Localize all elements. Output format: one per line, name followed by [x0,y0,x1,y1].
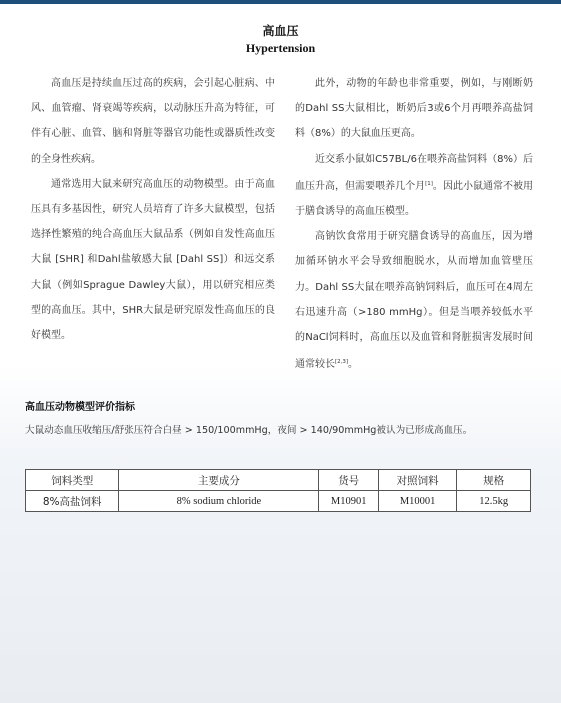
paragraph: 此外，动物的年龄也非常重要，例如，与刚断奶的Dahl SS大鼠相比，断奶后3或6个月再喂养高盐饲料（8%）的大鼠血压更高。 [295,78,533,140]
page-title: 高血压 [262,24,299,38]
page-subtitle-english: Hypertension [245,41,316,55]
section-description: 大鼠动态血压收缩压/舒张压符合白昼 > 150/100mmHg，夜间 > 140/90mmHg被认为已形成高血压。 [25,425,473,436]
paragraph [295,147,533,225]
paragraph: 高血压是持续血压过高的疾病，会引起心脏病、中风、血管瘤、肾衰竭等疾病，以动脉压升高为特征，可伴有心脏、血管、脑和肾脏等器官功能性或器质性改变的全身性疾病。 [31,78,275,165]
cell-package-size: 12.5kg [457,491,531,512]
paragraph: 通常选用大鼠来研究高血压的动物模型。由于高血压具有多基因性，研究人员培育了许多大鼠模型，包括选择性繁殖的纯合高血压大鼠品系（例如自发性高血压大鼠 [SHR] 和Dahl盐敏感大鼠 [Dahl SS]）和远交系大鼠（例如Sprague Dawley大鼠），用以研究相应类型的高血压。其中，SHR大鼠是研究原发性高血压的良好模型。 [31,178,275,342]
paragraph-text: 近交系小鼠如C57BL/6在喂养高盐饲料（8%）后血压升高，但需要喂养几个月 [295,153,533,192]
cell-main-ingredient: 8% sodium chloride [119,491,319,512]
paragraph [295,224,533,377]
citation-ref[interactable]: [1] [425,180,433,187]
section-title: 高血压动物模型评价指标 [25,402,135,413]
header-item-number: 货号 [319,470,379,491]
header-main-ingredient: 主要成分 [119,470,319,491]
feed-spec-table [25,469,531,512]
cell-control-feed: M10001 [378,491,456,512]
paragraph-text: 。 [348,359,359,371]
top-accent-bar [0,0,561,4]
paragraph-text: 高钠饮食常用于研究膳食诱导的高血压，因为增加循环钠水平会导致细胞脱水，从而增加血管壁压力。Dahl SS大鼠在喂养高钠饲料后，血压可在4周左右迅速升高（>180 mmHg）。但是当喂养较低水平的NaCl饲料时，高血压以及血管和肾脏损害发展时间通常较长 [295,231,533,371]
header-feed-type: 饲料类型 [26,470,119,491]
citation-ref[interactable]: [2,3] [335,359,349,366]
header-package-size: 规格 [457,470,531,491]
table-header-row [26,470,531,491]
header-control-feed: 对照饲料 [378,470,456,491]
table-row [26,491,531,512]
paragraph-text: 。因此小鼠通常不被用于膳食诱导的高血压模型。 [295,180,534,218]
left-text-column [31,71,275,348]
right-text-column [295,71,533,377]
cell-item-number: M10901 [319,491,379,512]
cell-feed-type: 8%高盐饲料 [26,491,119,512]
